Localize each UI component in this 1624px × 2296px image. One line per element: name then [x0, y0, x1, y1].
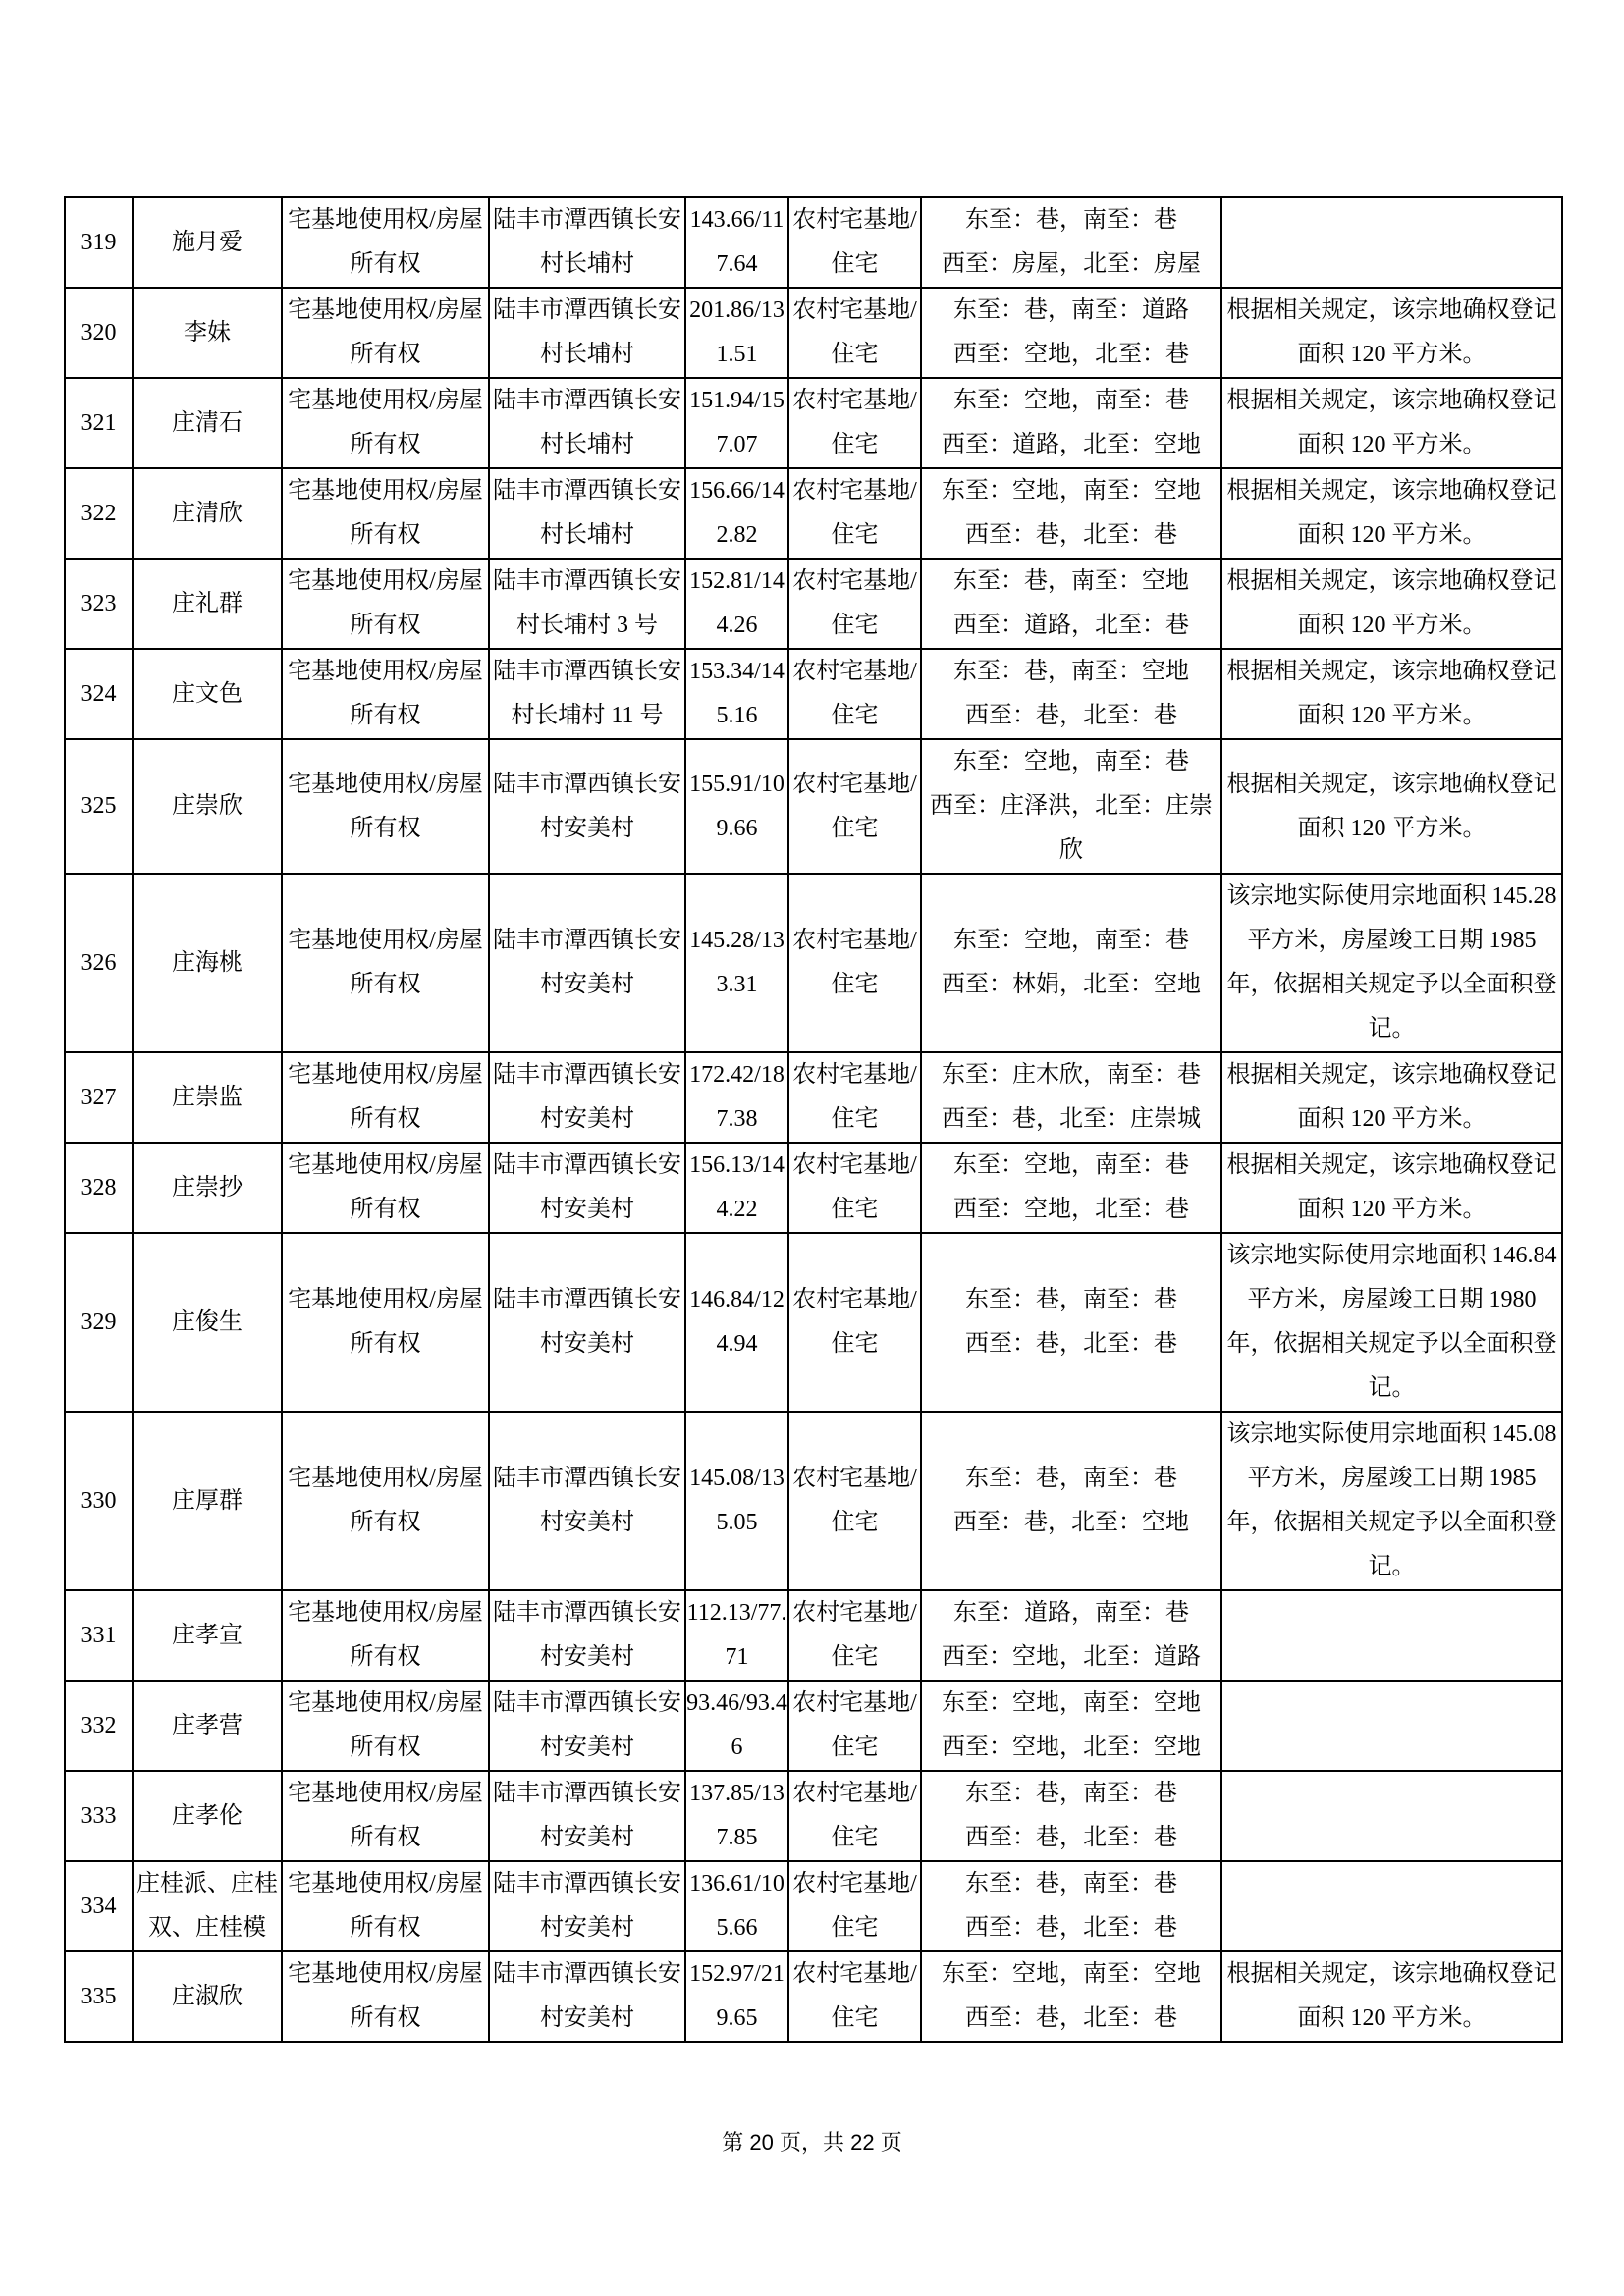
- table-row: [65, 739, 1562, 874]
- cell-rights-type: 宅基地使用权/房屋所有权: [282, 197, 489, 288]
- cell-serial-number: 319: [65, 197, 133, 288]
- boundary-line-west-north: 西至：巷，北至：巷: [965, 522, 1177, 548]
- cell-owner-name: 庄孝伦: [133, 1771, 282, 1861]
- cell-land-use-type: 农村宅基地/住宅: [788, 378, 921, 468]
- cell-remark: 根据相关规定，该宗地确权登记面积 120 平方米。: [1221, 1951, 1562, 2042]
- cell-remark: [1221, 197, 1562, 288]
- boundary-line-east-south: 东至：空地，南至：空地: [942, 478, 1201, 504]
- cell-area-values: 153.34/145.16: [685, 649, 788, 739]
- cell-land-use-type: 农村宅基地/住宅: [788, 1233, 921, 1412]
- cell-serial-number: 326: [65, 874, 133, 1052]
- cell-land-use-type: 农村宅基地/住宅: [788, 1143, 921, 1233]
- table-row: [65, 1951, 1562, 2042]
- cell-owner-name: 庄文色: [133, 649, 282, 739]
- cell-serial-number: 331: [65, 1590, 133, 1681]
- cell-serial-number: 335: [65, 1951, 133, 2042]
- cell-boundaries: [921, 1143, 1221, 1233]
- cell-location: 陆丰市潭西镇长安村安美村: [489, 1681, 685, 1771]
- boundary-line-east-south: 东至：巷，南至：巷: [965, 207, 1177, 233]
- cell-location: 陆丰市潭西镇长安村长埔村: [489, 197, 685, 288]
- table-row: [65, 1861, 1562, 1951]
- boundary-line-east-south: 东至：巷，南至：巷: [965, 1781, 1177, 1806]
- cell-serial-number: 321: [65, 378, 133, 468]
- land-registration-table: [64, 196, 1563, 2043]
- cell-location: 陆丰市潭西镇长安村安美村: [489, 874, 685, 1052]
- cell-area-values: 151.94/157.07: [685, 378, 788, 468]
- cell-owner-name: 庄清欣: [133, 468, 282, 559]
- cell-owner-name: 庄孝宣: [133, 1590, 282, 1681]
- cell-boundaries: [921, 559, 1221, 649]
- table-row: [65, 468, 1562, 559]
- cell-location: 陆丰市潭西镇长安村安美村: [489, 1052, 685, 1143]
- table-row: [65, 559, 1562, 649]
- cell-area-values: 93.46/93.46: [685, 1681, 788, 1771]
- cell-boundaries: [921, 1951, 1221, 2042]
- boundary-line-west-north: 西至：空地，北至：道路: [942, 1644, 1201, 1670]
- cell-area-values: 201.86/131.51: [685, 288, 788, 378]
- cell-serial-number: 330: [65, 1412, 133, 1590]
- cell-area-values: 156.13/144.22: [685, 1143, 788, 1233]
- cell-owner-name: 庄淑欣: [133, 1951, 282, 2042]
- cell-land-use-type: 农村宅基地/住宅: [788, 197, 921, 288]
- boundary-line-east-south: 东至：空地，南至：空地: [942, 1961, 1201, 1987]
- cell-owner-name: 庄海桃: [133, 874, 282, 1052]
- boundary-line-west-north: 西至：巷，北至：庄崇城: [942, 1106, 1201, 1132]
- cell-land-use-type: 农村宅基地/住宅: [788, 1771, 921, 1861]
- cell-boundaries: [921, 197, 1221, 288]
- table-row: [65, 288, 1562, 378]
- boundary-line-west-north: 西至：庄泽洪，北至：庄崇欣: [930, 793, 1213, 863]
- boundary-line-west-north: 西至：巷，北至：巷: [965, 703, 1177, 728]
- boundary-line-west-north: 西至：道路，北至：空地: [942, 432, 1201, 457]
- cell-boundaries: [921, 468, 1221, 559]
- cell-rights-type: 宅基地使用权/房屋所有权: [282, 288, 489, 378]
- cell-area-values: 172.42/187.38: [685, 1052, 788, 1143]
- boundary-line-east-south: 东至：空地，南至：空地: [942, 1690, 1201, 1716]
- cell-rights-type: 宅基地使用权/房屋所有权: [282, 1143, 489, 1233]
- boundary-line-east-south: 东至：空地，南至：巷: [953, 749, 1189, 774]
- boundary-line-west-north: 西至：巷，北至：巷: [965, 2005, 1177, 2031]
- boundary-line-east-south: 东至：空地，南至：巷: [953, 1152, 1189, 1178]
- cell-serial-number: 322: [65, 468, 133, 559]
- cell-owner-name: 庄桂派、庄桂双、庄桂模: [133, 1861, 282, 1951]
- boundary-line-west-north: 西至：空地，北至：巷: [953, 342, 1189, 367]
- cell-serial-number: 334: [65, 1861, 133, 1951]
- cell-remark: 根据相关规定，该宗地确权登记面积 120 平方米。: [1221, 1143, 1562, 1233]
- cell-owner-name: 庄俊生: [133, 1233, 282, 1412]
- cell-land-use-type: 农村宅基地/住宅: [788, 1590, 921, 1681]
- cell-remark: [1221, 1771, 1562, 1861]
- cell-area-values: 112.13/77.71: [685, 1590, 788, 1681]
- boundary-line-west-north: 西至：巷，北至：空地: [953, 1510, 1189, 1535]
- cell-serial-number: 333: [65, 1771, 133, 1861]
- boundary-line-east-south: 东至：巷，南至：空地: [953, 659, 1189, 684]
- cell-rights-type: 宅基地使用权/房屋所有权: [282, 1052, 489, 1143]
- cell-rights-type: 宅基地使用权/房屋所有权: [282, 1681, 489, 1771]
- cell-rights-type: 宅基地使用权/房屋所有权: [282, 739, 489, 874]
- cell-serial-number: 320: [65, 288, 133, 378]
- cell-serial-number: 329: [65, 1233, 133, 1412]
- cell-remark: 根据相关规定，该宗地确权登记面积 120 平方米。: [1221, 1052, 1562, 1143]
- cell-area-values: 155.91/109.66: [685, 739, 788, 874]
- table-body: [65, 197, 1562, 2042]
- cell-land-use-type: 农村宅基地/住宅: [788, 288, 921, 378]
- cell-owner-name: 庄孝营: [133, 1681, 282, 1771]
- cell-boundaries: [921, 1412, 1221, 1590]
- cell-area-values: 152.81/144.26: [685, 559, 788, 649]
- cell-remark: 根据相关规定，该宗地确权登记面积 120 平方米。: [1221, 559, 1562, 649]
- cell-boundaries: [921, 1861, 1221, 1951]
- cell-boundaries: [921, 288, 1221, 378]
- cell-remark: 该宗地实际使用宗地面积 145.08 平方米，房屋竣工日期 1985 年，依据相关规定予以全面积登记。: [1221, 1412, 1562, 1590]
- cell-remark: 根据相关规定，该宗地确权登记面积 120 平方米。: [1221, 649, 1562, 739]
- cell-serial-number: 323: [65, 559, 133, 649]
- cell-serial-number: 327: [65, 1052, 133, 1143]
- cell-location: 陆丰市潭西镇长安村安美村: [489, 1412, 685, 1590]
- cell-owner-name: 李妹: [133, 288, 282, 378]
- boundary-line-east-south: 东至：空地，南至：巷: [953, 928, 1189, 953]
- table-row: [65, 1771, 1562, 1861]
- boundary-line-west-north: 西至：巷，北至：巷: [965, 1331, 1177, 1357]
- boundary-line-east-south: 东至：道路，南至：巷: [953, 1600, 1189, 1626]
- cell-land-use-type: 农村宅基地/住宅: [788, 1052, 921, 1143]
- cell-area-values: 145.08/135.05: [685, 1412, 788, 1590]
- cell-location: 陆丰市潭西镇长安村安美村: [489, 1233, 685, 1412]
- cell-location: 陆丰市潭西镇长安村长埔村 11 号: [489, 649, 685, 739]
- cell-land-use-type: 农村宅基地/住宅: [788, 739, 921, 874]
- cell-owner-name: 庄崇欣: [133, 739, 282, 874]
- cell-land-use-type: 农村宅基地/住宅: [788, 468, 921, 559]
- cell-owner-name: 庄厚群: [133, 1412, 282, 1590]
- cell-remark: 根据相关规定，该宗地确权登记面积 120 平方米。: [1221, 739, 1562, 874]
- cell-land-use-type: 农村宅基地/住宅: [788, 1412, 921, 1590]
- table-row: [65, 1052, 1562, 1143]
- cell-location: 陆丰市潭西镇长安村长埔村: [489, 378, 685, 468]
- cell-land-use-type: 农村宅基地/住宅: [788, 559, 921, 649]
- cell-rights-type: 宅基地使用权/房屋所有权: [282, 1233, 489, 1412]
- table-row: [65, 1143, 1562, 1233]
- cell-remark: 该宗地实际使用宗地面积 146.84 平方米，房屋竣工日期 1980 年，依据相关规定予以全面积登记。: [1221, 1233, 1562, 1412]
- cell-owner-name: 施月爱: [133, 197, 282, 288]
- table-row: [65, 1412, 1562, 1590]
- cell-area-values: 143.66/117.64: [685, 197, 788, 288]
- cell-land-use-type: 农村宅基地/住宅: [788, 1951, 921, 2042]
- cell-rights-type: 宅基地使用权/房屋所有权: [282, 649, 489, 739]
- cell-boundaries: [921, 874, 1221, 1052]
- cell-remark: [1221, 1590, 1562, 1681]
- cell-boundaries: [921, 1233, 1221, 1412]
- cell-land-use-type: 农村宅基地/住宅: [788, 874, 921, 1052]
- boundary-line-east-south: 东至：空地，南至：巷: [953, 388, 1189, 413]
- boundary-line-east-south: 东至：巷，南至：巷: [965, 1871, 1177, 1896]
- boundary-line-east-south: 东至：巷，南至：道路: [953, 297, 1189, 323]
- cell-rights-type: 宅基地使用权/房屋所有权: [282, 1590, 489, 1681]
- cell-rights-type: 宅基地使用权/房屋所有权: [282, 1861, 489, 1951]
- cell-rights-type: 宅基地使用权/房屋所有权: [282, 1412, 489, 1590]
- cell-location: 陆丰市潭西镇长安村安美村: [489, 1951, 685, 2042]
- cell-area-values: 156.66/142.82: [685, 468, 788, 559]
- cell-area-values: 145.28/133.31: [685, 874, 788, 1052]
- cell-area-values: 152.97/219.65: [685, 1951, 788, 2042]
- cell-location: 陆丰市潭西镇长安村安美村: [489, 1590, 685, 1681]
- table-row: [65, 1590, 1562, 1681]
- cell-remark: [1221, 1861, 1562, 1951]
- cell-area-values: 137.85/137.85: [685, 1771, 788, 1861]
- cell-remark: 该宗地实际使用宗地面积 145.28 平方米，房屋竣工日期 1985 年，依据相关规定予以全面积登记。: [1221, 874, 1562, 1052]
- cell-area-values: 136.61/105.66: [685, 1861, 788, 1951]
- cell-rights-type: 宅基地使用权/房屋所有权: [282, 874, 489, 1052]
- table-row: [65, 649, 1562, 739]
- cell-owner-name: 庄崇监: [133, 1052, 282, 1143]
- cell-rights-type: 宅基地使用权/房屋所有权: [282, 468, 489, 559]
- table-row: [65, 378, 1562, 468]
- boundary-line-east-south: 东至：庄木欣，南至：巷: [942, 1062, 1201, 1088]
- cell-remark: [1221, 1681, 1562, 1771]
- cell-location: 陆丰市潭西镇长安村安美村: [489, 1771, 685, 1861]
- cell-boundaries: [921, 378, 1221, 468]
- cell-rights-type: 宅基地使用权/房屋所有权: [282, 378, 489, 468]
- cell-boundaries: [921, 739, 1221, 874]
- cell-serial-number: 328: [65, 1143, 133, 1233]
- page-footer: 第 20 页，共 22 页: [722, 2130, 902, 2155]
- cell-location: 陆丰市潭西镇长安村长埔村: [489, 288, 685, 378]
- cell-land-use-type: 农村宅基地/住宅: [788, 649, 921, 739]
- cell-land-use-type: 农村宅基地/住宅: [788, 1861, 921, 1951]
- cell-remark: 根据相关规定，该宗地确权登记面积 120 平方米。: [1221, 468, 1562, 559]
- cell-remark: 根据相关规定，该宗地确权登记面积 120 平方米。: [1221, 378, 1562, 468]
- boundary-line-west-north: 西至：林娟，北至：空地: [942, 972, 1201, 997]
- cell-owner-name: 庄清石: [133, 378, 282, 468]
- table-row: [65, 1233, 1562, 1412]
- cell-location: 陆丰市潭西镇长安村安美村: [489, 1143, 685, 1233]
- cell-owner-name: 庄崇抄: [133, 1143, 282, 1233]
- boundary-line-east-south: 东至：巷，南至：空地: [953, 568, 1189, 594]
- cell-owner-name: 庄礼群: [133, 559, 282, 649]
- table-row: [65, 874, 1562, 1052]
- table-row: [65, 1681, 1562, 1771]
- boundary-line-east-south: 东至：巷，南至：巷: [965, 1287, 1177, 1312]
- cell-serial-number: 324: [65, 649, 133, 739]
- table-row: [65, 197, 1562, 288]
- cell-rights-type: 宅基地使用权/房屋所有权: [282, 1771, 489, 1861]
- boundary-line-east-south: 东至：巷，南至：巷: [965, 1466, 1177, 1491]
- boundary-line-west-north: 西至：巷，北至：巷: [965, 1915, 1177, 1941]
- cell-serial-number: 325: [65, 739, 133, 874]
- cell-boundaries: [921, 649, 1221, 739]
- cell-area-values: 146.84/124.94: [685, 1233, 788, 1412]
- cell-location: 陆丰市潭西镇长安村长埔村 3 号: [489, 559, 685, 649]
- cell-boundaries: [921, 1771, 1221, 1861]
- cell-boundaries: [921, 1681, 1221, 1771]
- cell-location: 陆丰市潭西镇长安村长埔村: [489, 468, 685, 559]
- cell-rights-type: 宅基地使用权/房屋所有权: [282, 1951, 489, 2042]
- cell-boundaries: [921, 1590, 1221, 1681]
- cell-remark: 根据相关规定，该宗地确权登记面积 120 平方米。: [1221, 288, 1562, 378]
- cell-land-use-type: 农村宅基地/住宅: [788, 1681, 921, 1771]
- boundary-line-west-north: 西至：空地，北至：空地: [942, 1735, 1201, 1760]
- cell-boundaries: [921, 1052, 1221, 1143]
- cell-rights-type: 宅基地使用权/房屋所有权: [282, 559, 489, 649]
- cell-location: 陆丰市潭西镇长安村安美村: [489, 1861, 685, 1951]
- boundary-line-west-north: 西至：巷，北至：巷: [965, 1825, 1177, 1850]
- boundary-line-west-north: 西至：道路，北至：巷: [953, 613, 1189, 638]
- boundary-line-west-north: 西至：空地，北至：巷: [953, 1197, 1189, 1222]
- boundary-line-west-north: 西至：房屋，北至：房屋: [942, 251, 1201, 277]
- cell-serial-number: 332: [65, 1681, 133, 1771]
- cell-location: 陆丰市潭西镇长安村安美村: [489, 739, 685, 874]
